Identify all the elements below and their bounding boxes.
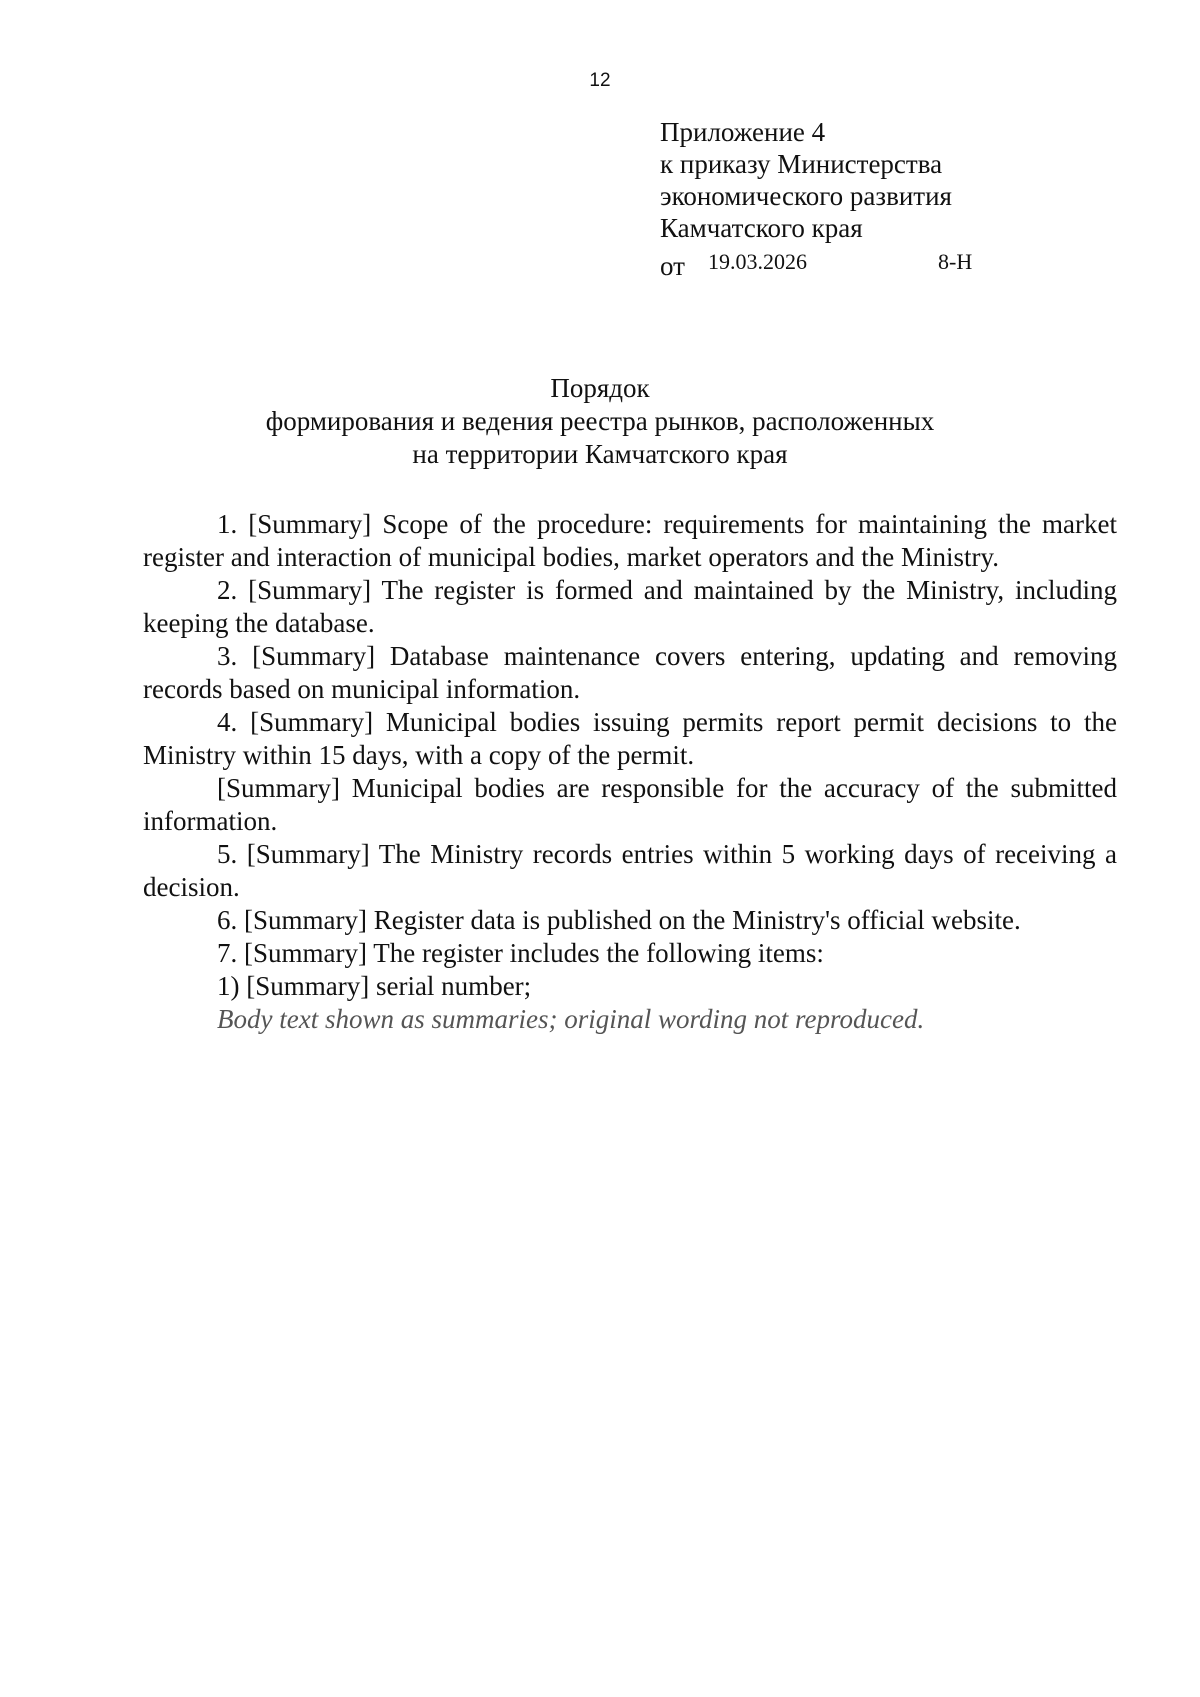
paragraph: 1. [Summary] Scope of the procedure: requirements for maintaining the market register and interaction of municipal bodies, market operators and the Ministry. [143,509,1117,572]
appendix-line-1: Приложение 4 [660,117,826,147]
paragraph: [Summary] Municipal bodies are responsible for the accuracy of the submitted information. [143,773,1117,836]
title-line-1: Порядок [550,373,650,403]
appendix-line-4: Камчатского края [660,213,863,243]
paragraph: 6. [Summary] Register data is published on the Ministry's official website. [217,905,1021,935]
appendix-date-line [660,244,1130,281]
document-body [143,508,1117,1036]
paragraph: 2. [Summary] The register is formed and maintained by the Ministry, including keeping the database. [143,575,1117,638]
title-line-2: формирования и ведения реестра рынков, расположенных [265,406,935,436]
paragraph: 5. [Summary] The Ministry records entries within 5 working days of receiving a decision. [143,839,1117,902]
appendix-line-2: к приказу Министерства [660,149,943,179]
appendix-date: 19.03.2026 [708,249,807,274]
paragraph: 7. [Summary] The register includes the following items: [217,938,824,968]
appendix-header [660,116,1130,281]
summary-note: Body text shown as summaries; original wording not reproduced. [217,1004,925,1034]
appendix-date-prefix: от [660,251,685,281]
title-line-3: на территории Камчатского края [412,439,788,469]
document-title [140,372,1060,471]
paragraph: 1) [Summary] serial number; [217,971,532,1001]
appendix-number: 8-Н [938,249,973,274]
page-number: 12 [589,70,611,91]
paragraph: 4. [Summary] Municipal bodies issuing permits report permit decisions to the Ministry within 15 days, with a copy of the permit. [143,707,1117,770]
appendix-line-3: экономического развития [660,181,952,211]
paragraph: 3. [Summary] Database maintenance covers entering, updating and removing records based on municipal information. [143,641,1117,704]
